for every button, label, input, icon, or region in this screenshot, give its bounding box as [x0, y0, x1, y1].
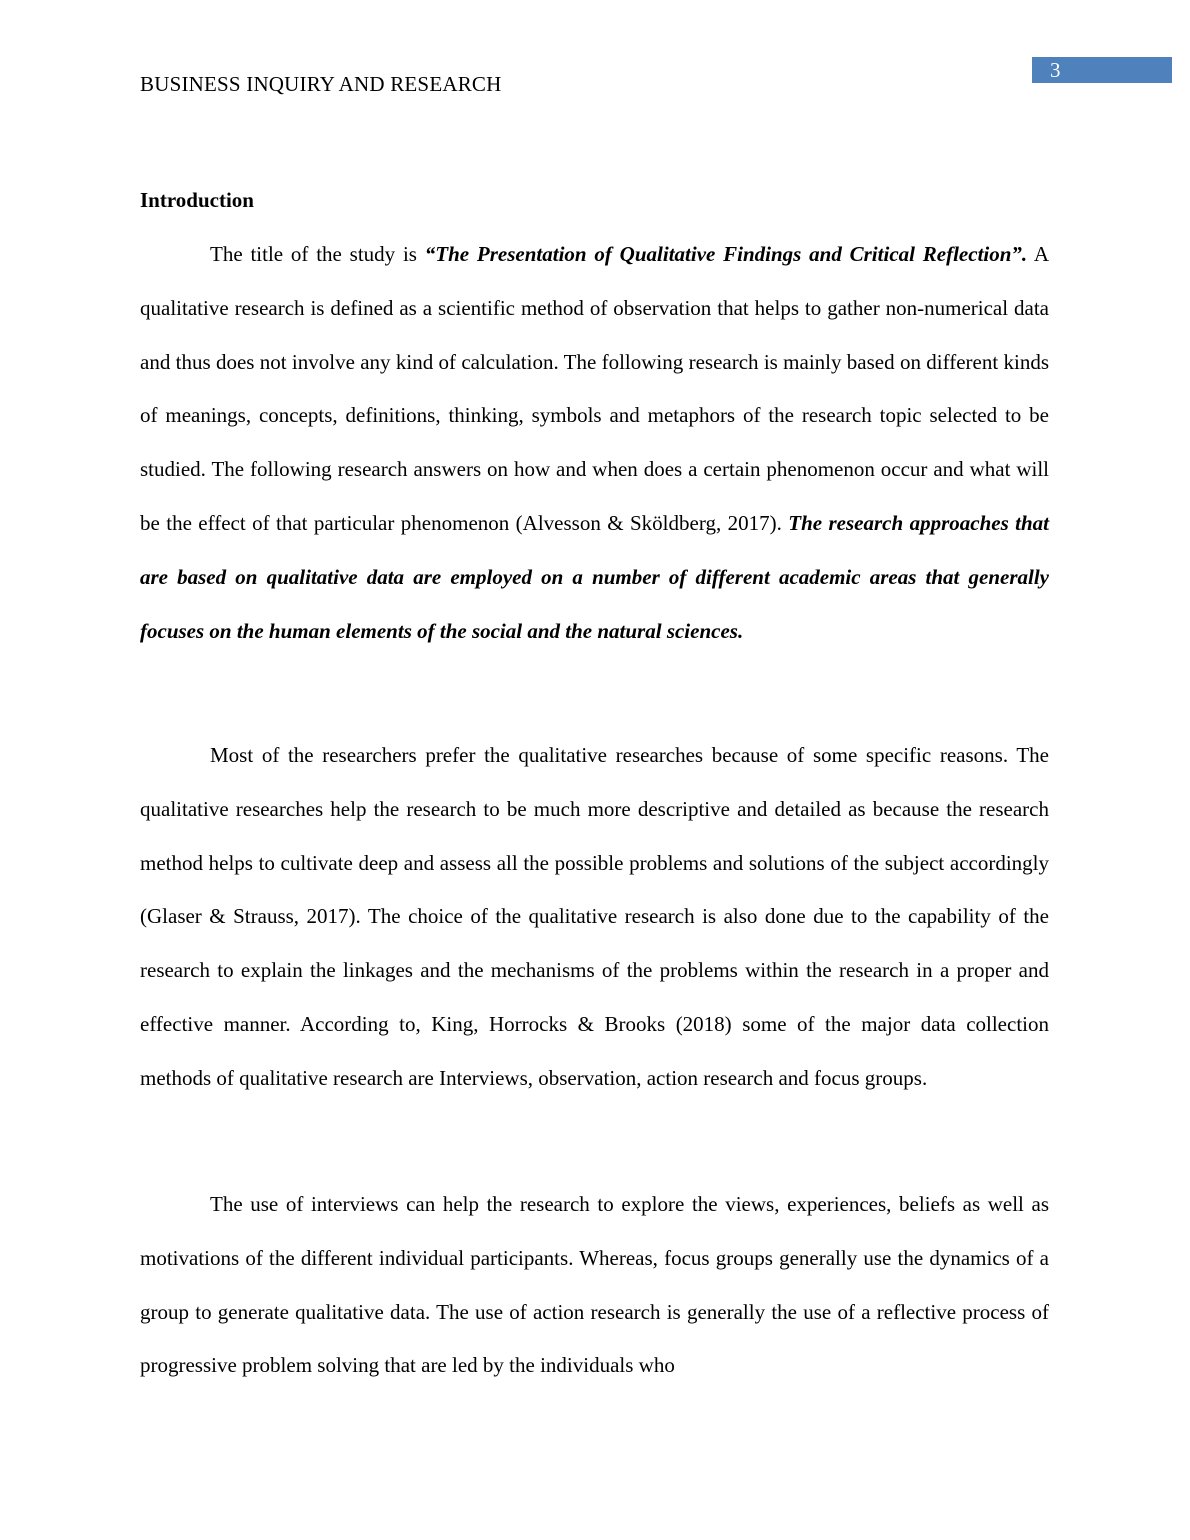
page-number-box: [1032, 57, 1172, 83]
paragraph-3: The use of interviews can help the research to explore the views, experiences, beliefs as well as motivations of the different individual participants. Whereas, focus groups generally use the dynamics of a group to generate qualitative data. The use of action research is generally the use of a reflective process of progressive problem solving that are led by the individuals who: [140, 1192, 1049, 1378]
section-heading: Introduction: [140, 188, 254, 212]
running-head: BUSINESS INQUIRY AND RESEARCH: [140, 72, 502, 96]
paragraph-1-lead: The title of the study is: [210, 242, 425, 266]
paragraph-2: Most of the researchers prefer the qualitative researches because of some specific reasons. The qualitative researches help the research to be much more descriptive and detailed as because the research method helps to cultivate deep and assess all the possible problems and solutions of the subject accordingly (Glaser & Strauss, 2017). The choice of the qualitative research is also done due to the capability of the research to explain the linkages and the mechanisms of the problems within the research in a proper and effective manner. According to, King, Horrocks & Brooks (2018) some of the major data collection methods of qualitative research are Interviews, observation, action research and focus groups.: [140, 743, 1049, 1090]
study-title-quote: “The Presentation of Qualitative Findings and Critical Reflection”.: [424, 242, 1028, 266]
paragraph-1-body: A qualitative research is defined as a scientific method of observation that helps to gather non-numerical data and thus does not involve any kind of calculation. The following research is mainly based on different kinds of meanings, concepts, definitions, thinking, symbols and metaphors of the research topic selected to be studied. The following research answers on how and when does a certain phenomenon occur and what will be the effect of that particular phenomenon (Alvesson & Sköldberg, 2017).: [140, 242, 1049, 535]
paragraph-1-emphasis: The research approaches that are based on qualitative data are employed on a number of different academic areas that generally focuses on the human elements of the social and the natural sciences.: [140, 510, 1050, 643]
page-number: 3: [1050, 58, 1061, 82]
paragraph-1: [140, 228, 1049, 658]
